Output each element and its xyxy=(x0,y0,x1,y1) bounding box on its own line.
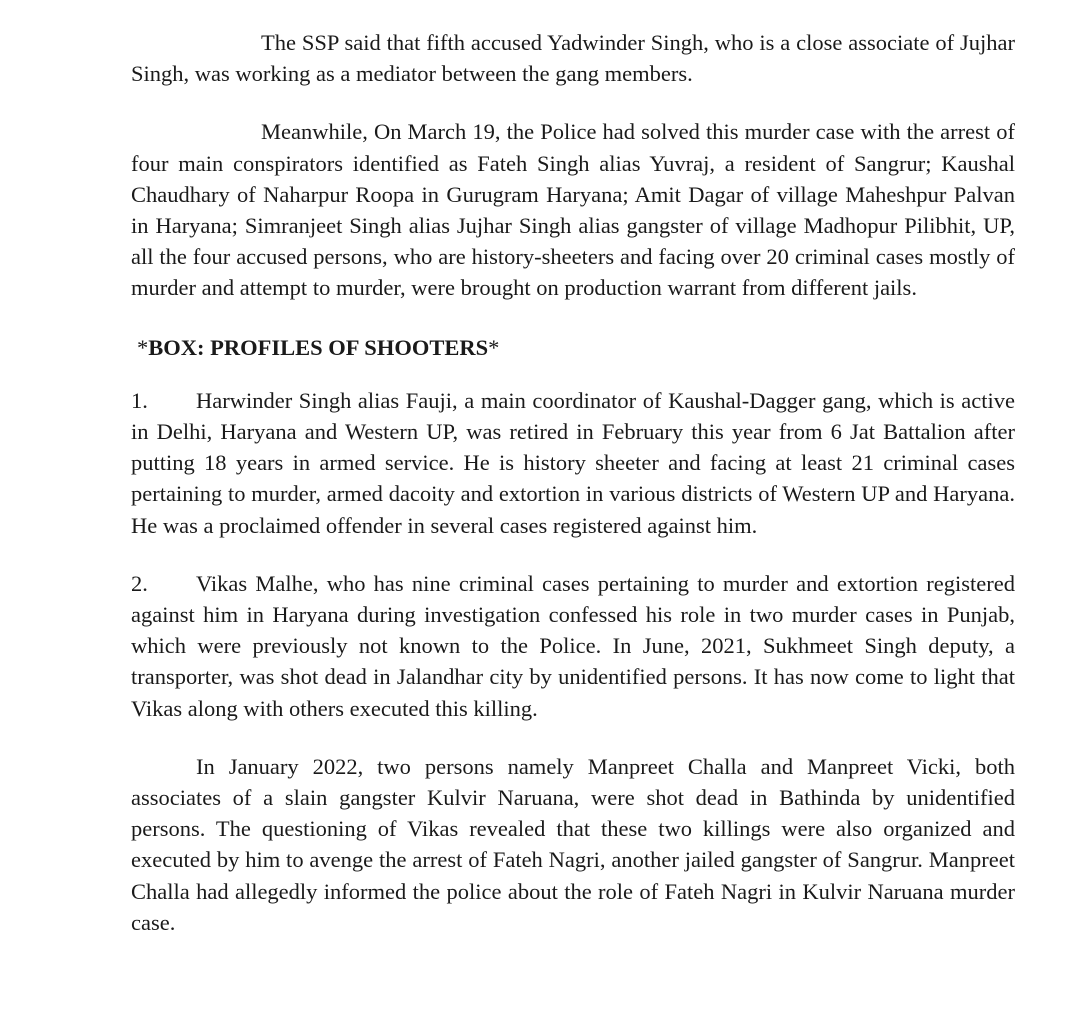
list-item-number: 1. xyxy=(131,387,148,413)
list-item-2 xyxy=(131,568,1015,724)
list-item-text: Harwinder Singh alias Fauji, a main coordinator of Kaushal-Dagger gang, which is active in Delhi, Haryana and Western UP, was retired in February this year from 6 Jat Battalion after putting 18 years in armed service. He is history sheeter and facing at least 21 criminal cases pertaining to murder, armed dacoity and extortion in various districts of Western UP and Haryana. He was a proclaimed offender in several cases registered against him. xyxy=(131,387,1015,538)
list-item-text: Vikas Malhe, who has nine criminal cases pertaining to murder and extortion registered against him in Haryana during investigation confessed his role in two murder cases in Punjab, which were previously not known to the Police. In June, 2021, Sukhmeet Singh deputy, a transporter, was shot dead in Jalandhar city by unidentified persons. It has now come to light that Vikas along with others executed this killing. xyxy=(131,570,1015,721)
box-heading xyxy=(131,332,1015,363)
heading-prefix: * xyxy=(137,334,149,360)
paragraph-ssp-statement: The SSP said that fifth accused Yadwinder Singh, who is a close associate of Jujhar Singh, was working as a mediator between the gang members. xyxy=(131,30,1015,87)
paragraph-closing: In January 2022, two persons namely Manpreet Challa and Manpreet Vicki, both associates of a slain gangster Kulvir Naruana, were shot dead in Bathinda by unidentified persons. The questioning of Vikas revealed that these two killings were also organized and executed by him to avenge the arrest of Fateh Nagri, another jailed gangster of Sangrur. Manpreet Challa had allegedly informed the police about the role of Fateh Nagri in Kulvir Naruana murder case. xyxy=(131,753,1015,935)
document-page xyxy=(131,27,1015,938)
list-item-number: 2. xyxy=(131,570,148,596)
heading-title: BOX: PROFILES OF SHOOTERS xyxy=(148,334,489,360)
heading-suffix: * xyxy=(488,334,500,360)
list-item-1 xyxy=(131,385,1015,541)
paragraph-arrest-details: Meanwhile, On March 19, the Police had solved this murder case with the arrest of four main conspirators identified as Fateh Singh alias Yuvraj, a resident of Sangrur; Kaushal Chaudhary of Naharpur Roopa in Gurugram Haryana; Amit Dagar of village Maheshpur Palvan in Haryana; Simranjeet Singh alias Jujhar Singh alias gangster of village Madhopur Pilibhit, UP, all the four accused persons, who are history-sheeters and facing over 20 criminal cases mostly of murder and attempt to murder, were brought on production warrant from different jails. xyxy=(131,119,1015,301)
